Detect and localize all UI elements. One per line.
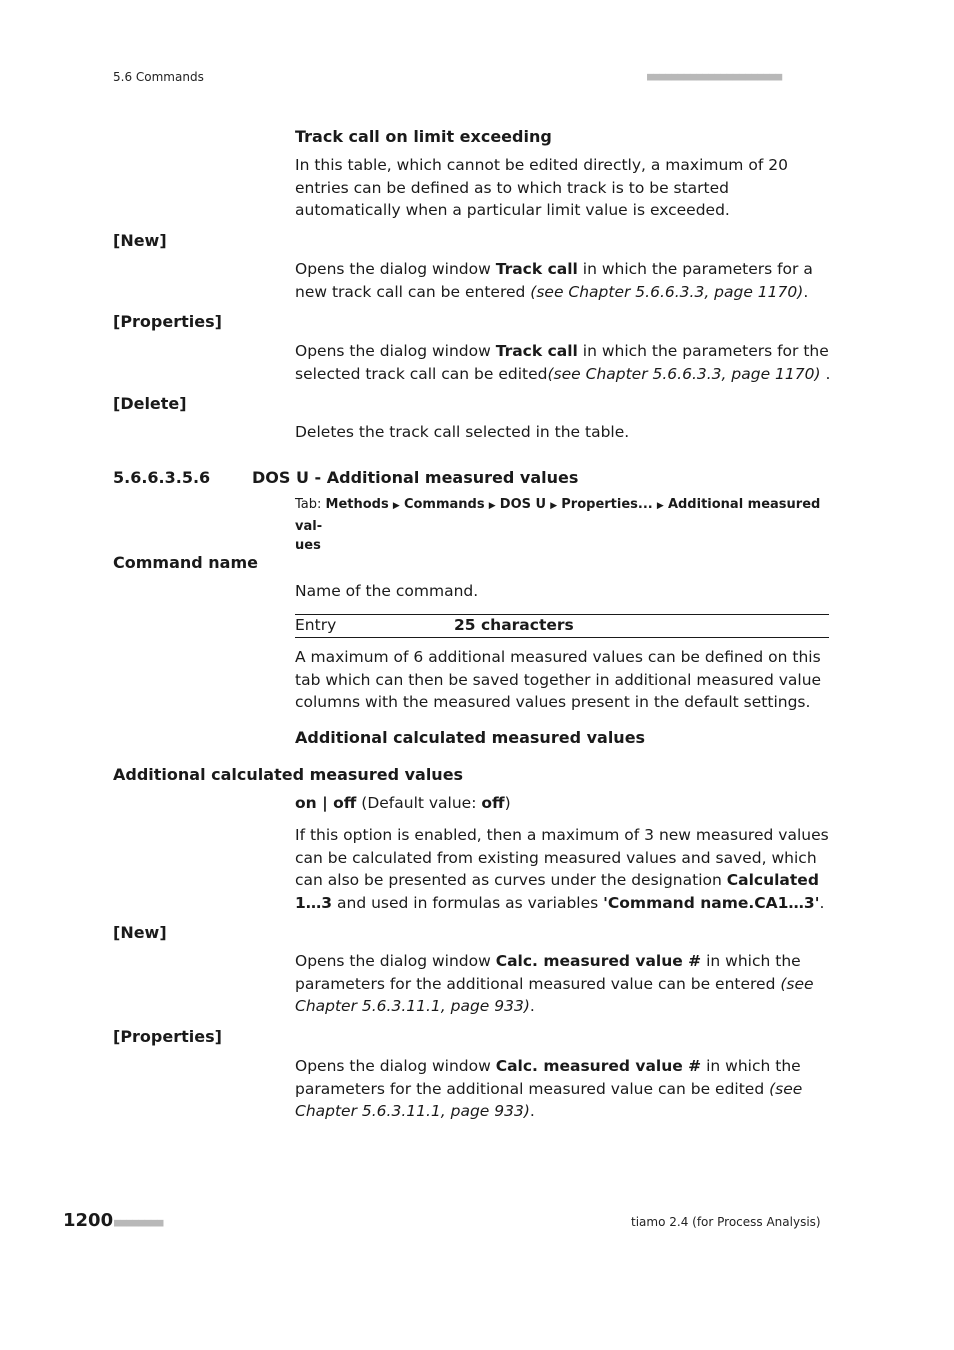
tab-path-item: DOS U [499,497,547,512]
calc-new-label: [New] [113,923,167,942]
tab-path-item: Properties... [561,497,653,512]
cross-reference-link[interactable]: (see Chapter 5.6.3.11.1, page 933) [295,1079,803,1120]
track-call-heading: Track call on limit exceeding [295,127,552,146]
calc-subheading: Additional calculated measured values [295,728,646,747]
track-call-delete-text: Deletes the track call selected in the table. [295,423,630,441]
tab-path: Tab: Methods ▶ Commands ▶ DOS U ▶ Properties... ▶ Additional measured val- ues [295,497,821,553]
section-title: DOS U - Additional measured values [252,468,579,487]
tab-path-item: ues [295,538,321,553]
tab-path-item: Commands [403,497,485,512]
arrow-right-icon: ▶ [550,501,558,511]
section-number: 5.6.6.3.5.6 [113,468,211,487]
table-bottom-rule [295,637,829,638]
track-call-properties-text: Opens the dialog window Track call in which the parameters for the selected track call can be edited(see Chapter 5.6.6.3.3, page 1170) . [295,342,831,383]
entry-table-row [295,614,829,637]
calc-options: on | off (Default value: off) [295,794,511,812]
footer-product: tiamo 2.4 (for Process Analysis) [631,1215,821,1229]
entry-value: 25 characters [454,616,574,634]
tab-path-item: Additional measured val- [295,497,821,534]
calc-label: Additional calculated measured values [113,765,464,784]
track-call-description: In this table, which cannot be edited directly, a maximum of 20 entries can be defined as to which track is to be started automatically when a particular limit value is exceeded. [295,156,788,219]
command-name-after-text: A maximum of 6 additional measured values can be defined on this tab which can then be saved together in additional measured value columns with the measured values present in the default settings. [295,648,822,711]
cross-reference-link[interactable]: (see Chapter 5.6.3.11.1, page 933) [295,974,814,1015]
entry-label: Entry [295,616,337,634]
track-call-new-text: Opens the dialog window Track call in which the parameters for a new track call can be entered (see Chapter 5.6.6.3.3, page 1170). [295,260,813,301]
arrow-right-icon: ▶ [392,501,400,511]
arrow-right-icon: ▶ [656,501,664,511]
command-name-description: Name of the command. [295,582,479,600]
cross-reference-link[interactable]: (see Chapter 5.6.6.3.3, page 1170) [530,282,804,301]
track-call-properties-label: [Properties] [113,312,222,331]
tab-path-item: Methods [325,497,389,512]
calc-description: If this option is enabled, then a maximum of 3 new measured values can be calculated from existing measured values and saved, which can also be presented as curves under the designation Calculated 1…3 and used in formulas as variables 'Command name.CA1…3'. [295,826,829,912]
calc-properties-label: [Properties] [113,1027,222,1046]
running-header-dots: ■■■■■■■■■■■■■■■■■■■■■■ [647,70,782,83]
track-call-delete-label: [Delete] [113,394,187,413]
calc-new-text: Opens the dialog window Calc. measured value # in which the parameters for the additional measured value can be entered (see Chapter 5.6.3.11.1, page 933). [295,952,814,1015]
page-number: 1200 [63,1210,114,1231]
footer-dots: ■■■■■■■■ [114,1216,163,1229]
track-call-new-label: [New] [113,231,167,250]
cross-reference-link[interactable]: (see Chapter 5.6.6.3.3, page 1170) [547,364,821,383]
command-name-label: Command name [113,553,258,572]
arrow-right-icon: ▶ [488,501,496,511]
calc-properties-text: Opens the dialog window Calc. measured value # in which the parameters for the additional measured value can be edited (see Chapter 5.6.3.11.1, page 933). [295,1057,803,1120]
running-header-section: 5.6 Commands [113,70,204,84]
